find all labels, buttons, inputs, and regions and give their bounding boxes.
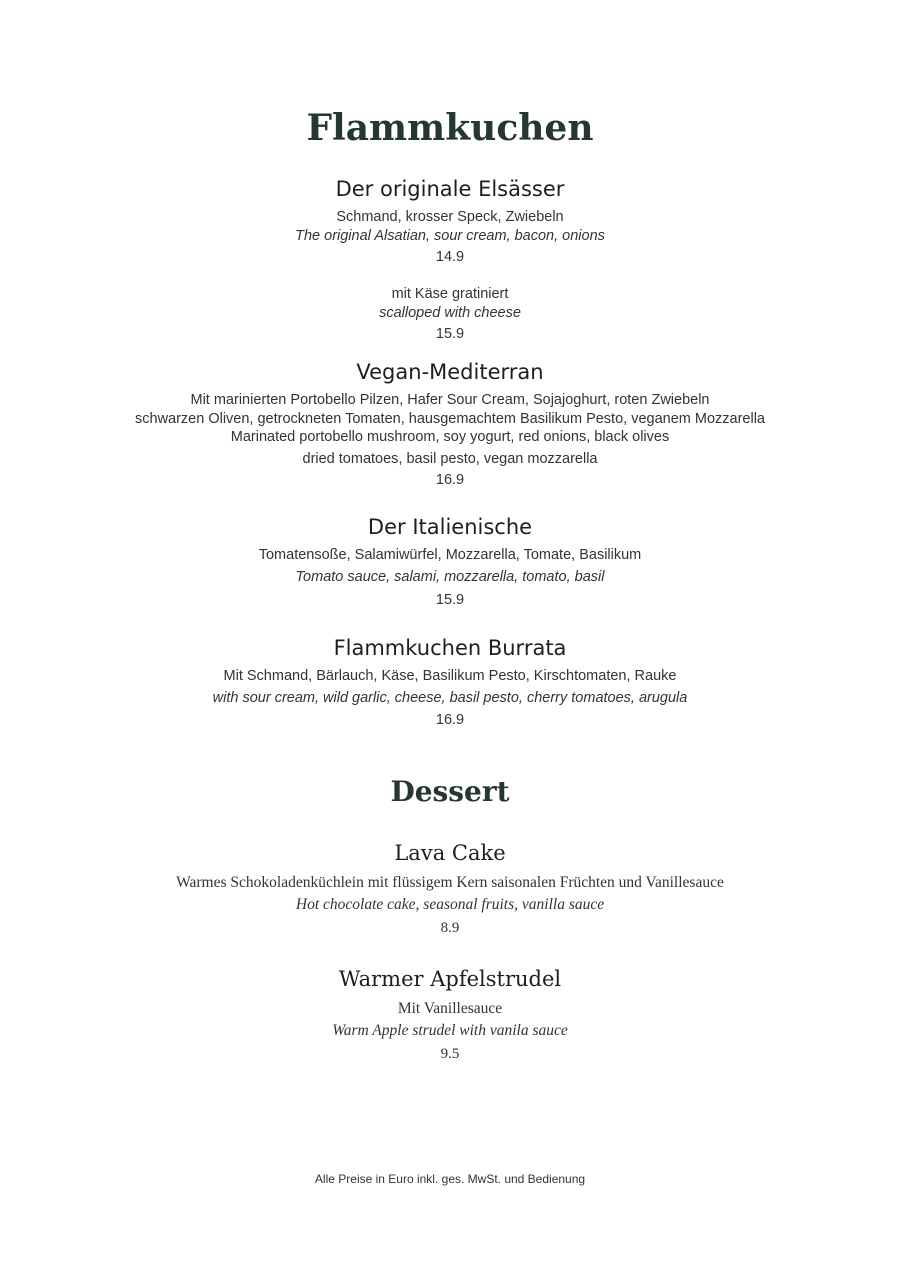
item-price: 9.5 [440,1046,460,1062]
item-variant-price: 15.9 [435,326,465,342]
menu-item-apfelstrudel [0,966,900,1063]
section-heading-flammkuchen: Flammkuchen [306,107,594,149]
section-heading-dessert: Dessert [390,775,510,808]
menu-item-burrata [0,635,900,729]
item-description-en: Warm Apple strudel with vanila sauce [332,1022,568,1039]
item-title: Der originale Elsässer [335,177,565,201]
item-description-de: Tomatensoße, Salamiwürfel, Mozzarella, Tomate, Basilikum [258,547,642,563]
item-description-en: The original Alsatian, sour cream, bacon, onions [295,227,605,244]
item-description-en: with sour cream, wild garlic, cheese, basil pesto, cherry tomatoes, arugula [212,689,688,706]
item-description-de: Mit Vanillesauce [397,1000,503,1017]
menu-item-italienische [0,514,900,609]
item-description-de: Mit marinierten Portobello Pilzen, Hafer Sour Cream, Sojajoghurt, roten Zwiebeln [190,392,710,408]
item-description-en: Marinated portobello mushroom, soy yogurt, red onions, black olives [230,429,670,445]
menu-item-lava-cake [0,840,900,937]
menu-item-vegan-mediterran [0,359,900,489]
menu-item-elsaesser-variant [0,285,900,343]
item-price: 16.9 [435,712,465,728]
item-price: 15.9 [435,592,465,608]
item-description-de: Schmand, krosser Speck, Zwiebeln [336,209,564,225]
price-note-footer: Alle Preise in Euro inkl. ges. MwSt. und Bedienung [314,1172,586,1186]
item-title: Der Italienische [367,515,533,539]
item-description-en: Tomato sauce, salami, mozzarella, tomato, basil [295,568,605,585]
item-description-en: dried tomatoes, basil pesto, vegan mozzarella [302,450,598,467]
item-title: Flammkuchen Burrata [333,636,567,660]
item-variant-en: scalloped with cheese [379,304,521,321]
item-price: 8.9 [440,920,460,936]
item-title: Lava Cake [394,841,506,865]
item-description-de: Warmes Schokoladenküchlein mit flüssigem Kern saisonalen Früchten und Vanillesauce [176,874,724,891]
menu-item-elsaesser [0,176,900,266]
item-title: Warmer Apfelstrudel [338,967,562,991]
item-variant-de: mit Käse gratiniert [391,286,509,302]
item-description-de: Mit Schmand, Bärlauch, Käse, Basilikum Pesto, Kirschtomaten, Rauke [223,668,677,684]
item-title: Vegan-Mediterran [356,360,544,384]
item-price: 16.9 [435,472,465,488]
item-price: 14.9 [435,249,465,265]
item-description-de: schwarzen Oliven, getrockneten Tomaten, hausgemachtem Basilikum Pesto, veganem Mozzarella [135,410,765,427]
item-description-en: Hot chocolate cake, seasonal fruits, vanilla sauce [295,896,605,913]
